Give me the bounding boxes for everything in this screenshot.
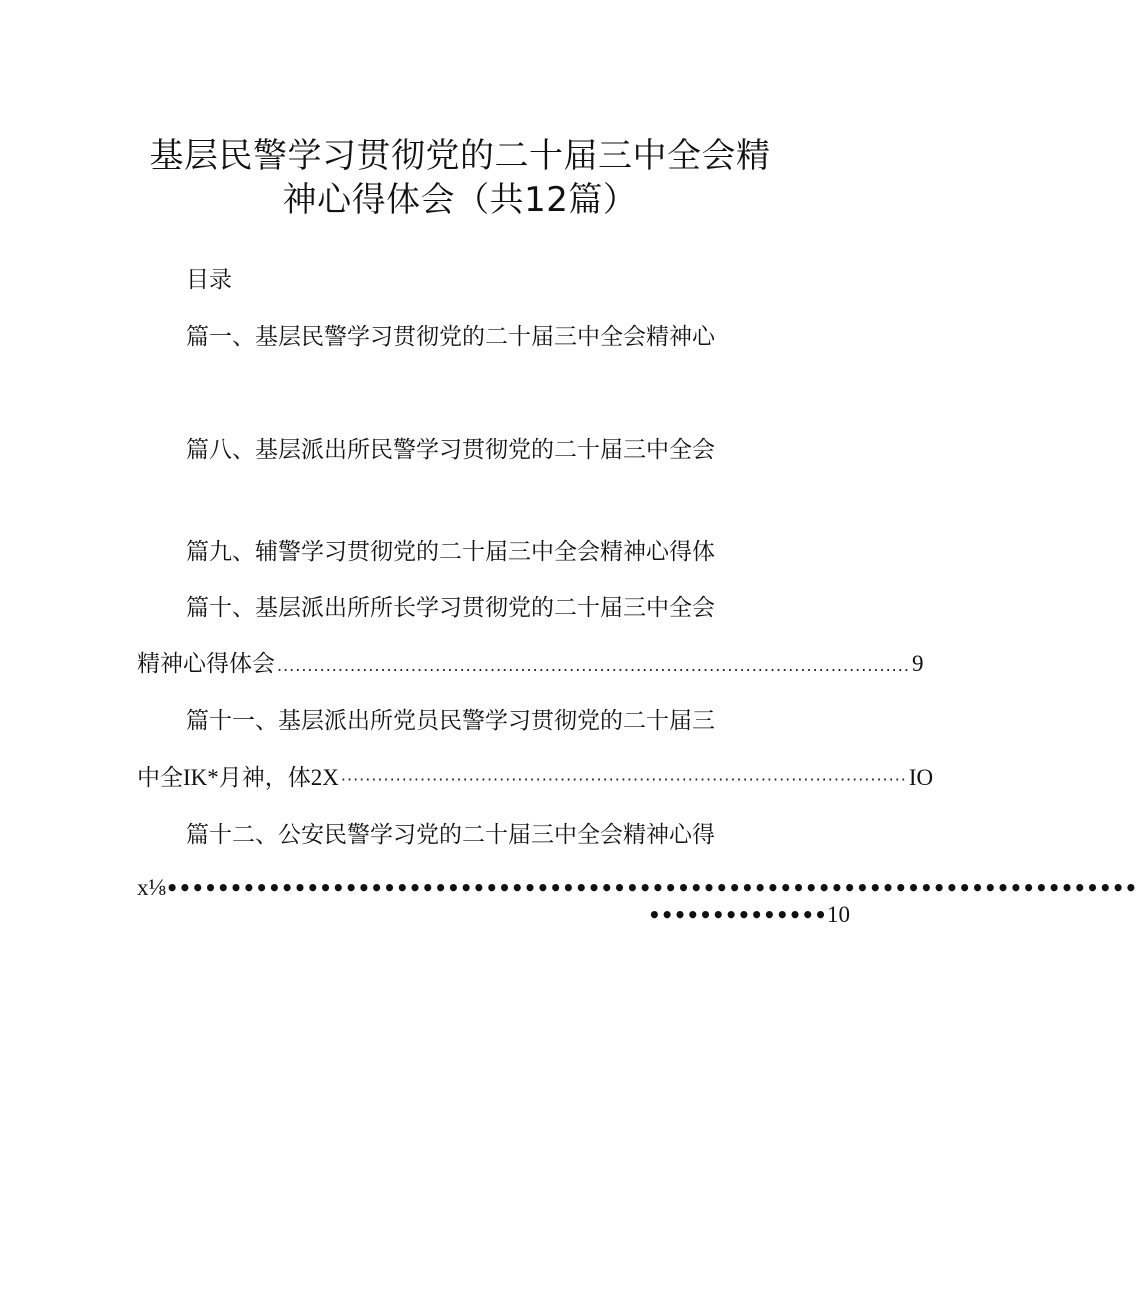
toc-entry-10-continuation: 精神心得体会 (137, 651, 275, 677)
toc-entry-9: 篇九、辅警学习贯彻党的二十届三中全会精神心得体 (186, 539, 715, 565)
document-title-line-1: 基层民警学习贯彻党的二十届三中全会精 (149, 136, 771, 176)
toc-entry-12-continuation: x⅛ (137, 875, 166, 900)
toc-entry-12-page: 10 (826, 902, 850, 927)
toc-entry-12-line-2 (137, 873, 1137, 903)
toc-entry-11-leader: ····························································································· (340, 770, 907, 789)
toc-entry-10-leader: ........................................................................................................ (277, 656, 910, 675)
toc-entry-12-leader: •••••••••••••••••••••••••••••••••••••••••••••••••••••••••••••••••••••••••••• (165, 876, 1137, 900)
toc-heading: 目录 (186, 267, 232, 293)
toc-entry-10-line-1: 篇十、基层派出所所长学习贯彻党的二十届三中全会 (186, 595, 715, 621)
toc-entry-12-line-1: 篇十二、公安民警学习党的二十届三中全会精神心得 (186, 822, 715, 848)
toc-entry-1: 篇一、基层民警学习贯彻党的二十届三中全会精神心 (186, 324, 715, 350)
toc-entry-11-page: IO (908, 765, 934, 790)
toc-entry-12-leader-continued: •••••••••••••• (648, 903, 827, 927)
document-title-line-2: 神心得体会（共12篇） (282, 180, 638, 220)
toc-entry-11-continuation: 中全IK*月神，体2X (137, 765, 339, 790)
toc-entry-10-line-2 (137, 649, 924, 681)
toc-entry-11-line-1: 篇十一、基层派出所党员民警学习贯彻党的二十届三 (186, 708, 715, 734)
toc-entry-8: 篇八、基层派出所民警学习贯彻党的二十届三中全会 (186, 437, 715, 463)
toc-entry-12-line-3 (648, 900, 850, 930)
toc-entry-10-page: 9 (911, 651, 924, 676)
toc-entry-11-line-2 (137, 763, 934, 795)
